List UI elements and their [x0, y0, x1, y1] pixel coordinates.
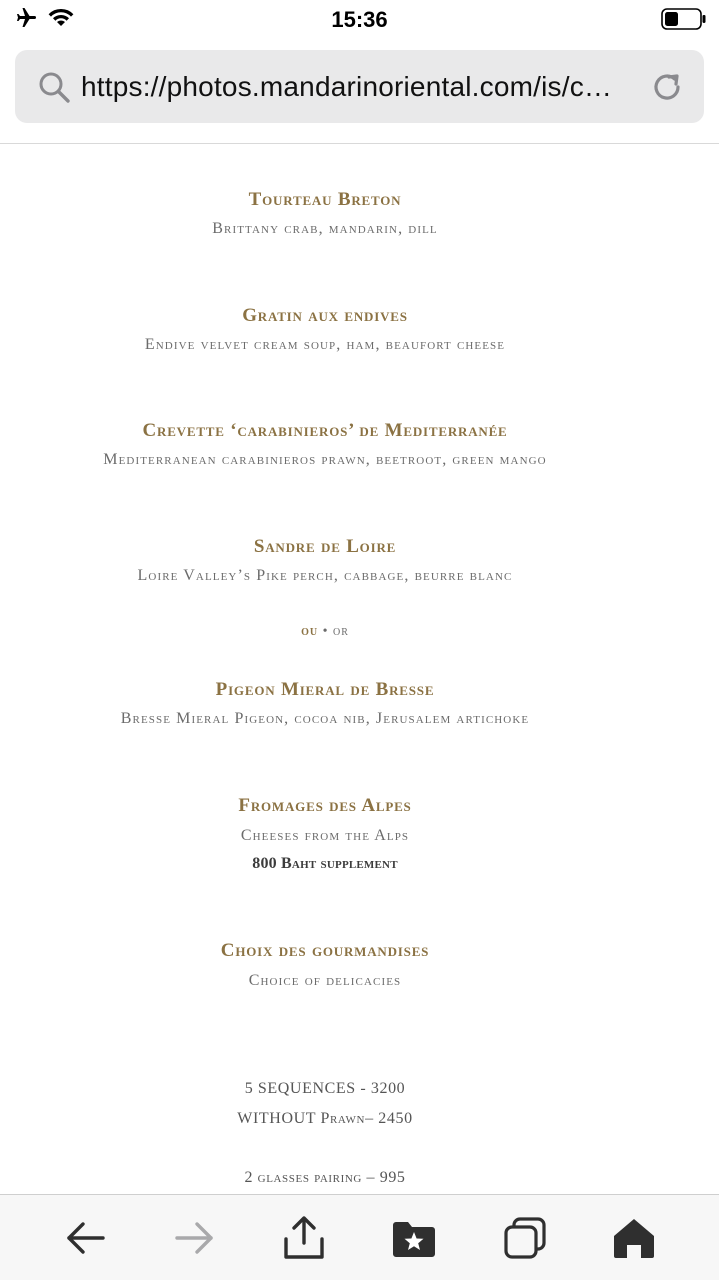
menu-page	[0, 144, 719, 1194]
or-separator	[0, 624, 650, 640]
forward-icon[interactable]	[172, 1215, 218, 1261]
home-icon[interactable]	[611, 1215, 657, 1261]
reload-icon[interactable]	[650, 70, 684, 104]
dish-title: Gratin aux endives	[242, 305, 408, 326]
dish-title: Sandre de Loire	[253, 536, 397, 557]
dish-description: Bresse Mieral Pigeon, cocoa nib, Jerusalem artichoke	[120, 710, 530, 727]
search-icon	[37, 70, 71, 104]
bottom-toolbar	[0, 1194, 719, 1280]
bookmarks-icon[interactable]	[391, 1215, 437, 1261]
url-text[interactable]: https://photos.mandarinoriental.com/is/c…	[81, 70, 613, 102]
battery-icon	[661, 7, 707, 36]
price-line: 2 glasses pairing – 995	[244, 1169, 406, 1186]
dish-supplement: 800 Baht supplement	[252, 855, 398, 872]
tabs-icon[interactable]	[502, 1215, 548, 1261]
or-french: ou	[301, 624, 319, 639]
price-line: WITHOUT Prawn– 2450	[237, 1110, 413, 1127]
dish-title: Tourteau Breton	[248, 189, 402, 210]
dish-description: Brittany crab, mandarin, dill	[212, 220, 438, 237]
share-icon[interactable]	[281, 1215, 327, 1261]
dish-description: Cheeses from the Alps	[240, 827, 410, 844]
or-english: or	[333, 624, 349, 639]
or-dot: •	[322, 624, 329, 639]
dish-title: Pigeon Mieral de Bresse	[215, 679, 435, 700]
dish-title: Choix des gourmandises	[220, 940, 430, 961]
dish-description: Loire Valley’s Pike perch, cabbage, beurre blanc	[137, 567, 513, 584]
dish-description: Choice of delicacies	[248, 972, 402, 989]
dish-title: Fromages des Alpes	[238, 795, 412, 816]
dish-description: Mediterranean carabinieros prawn, beetroot, green mango	[103, 451, 547, 468]
back-icon[interactable]	[62, 1215, 108, 1261]
status-bar	[0, 0, 719, 40]
address-bar[interactable]	[15, 50, 704, 123]
dish-title: Crevette ‘carabinieros’ de Mediterranée	[142, 420, 508, 441]
dish-description: Endive velvet cream soup, ham, beaufort cheese	[144, 336, 506, 353]
status-time: 15:36	[331, 7, 388, 32]
price-line: 5 SEQUENCES - 3200	[244, 1080, 406, 1097]
